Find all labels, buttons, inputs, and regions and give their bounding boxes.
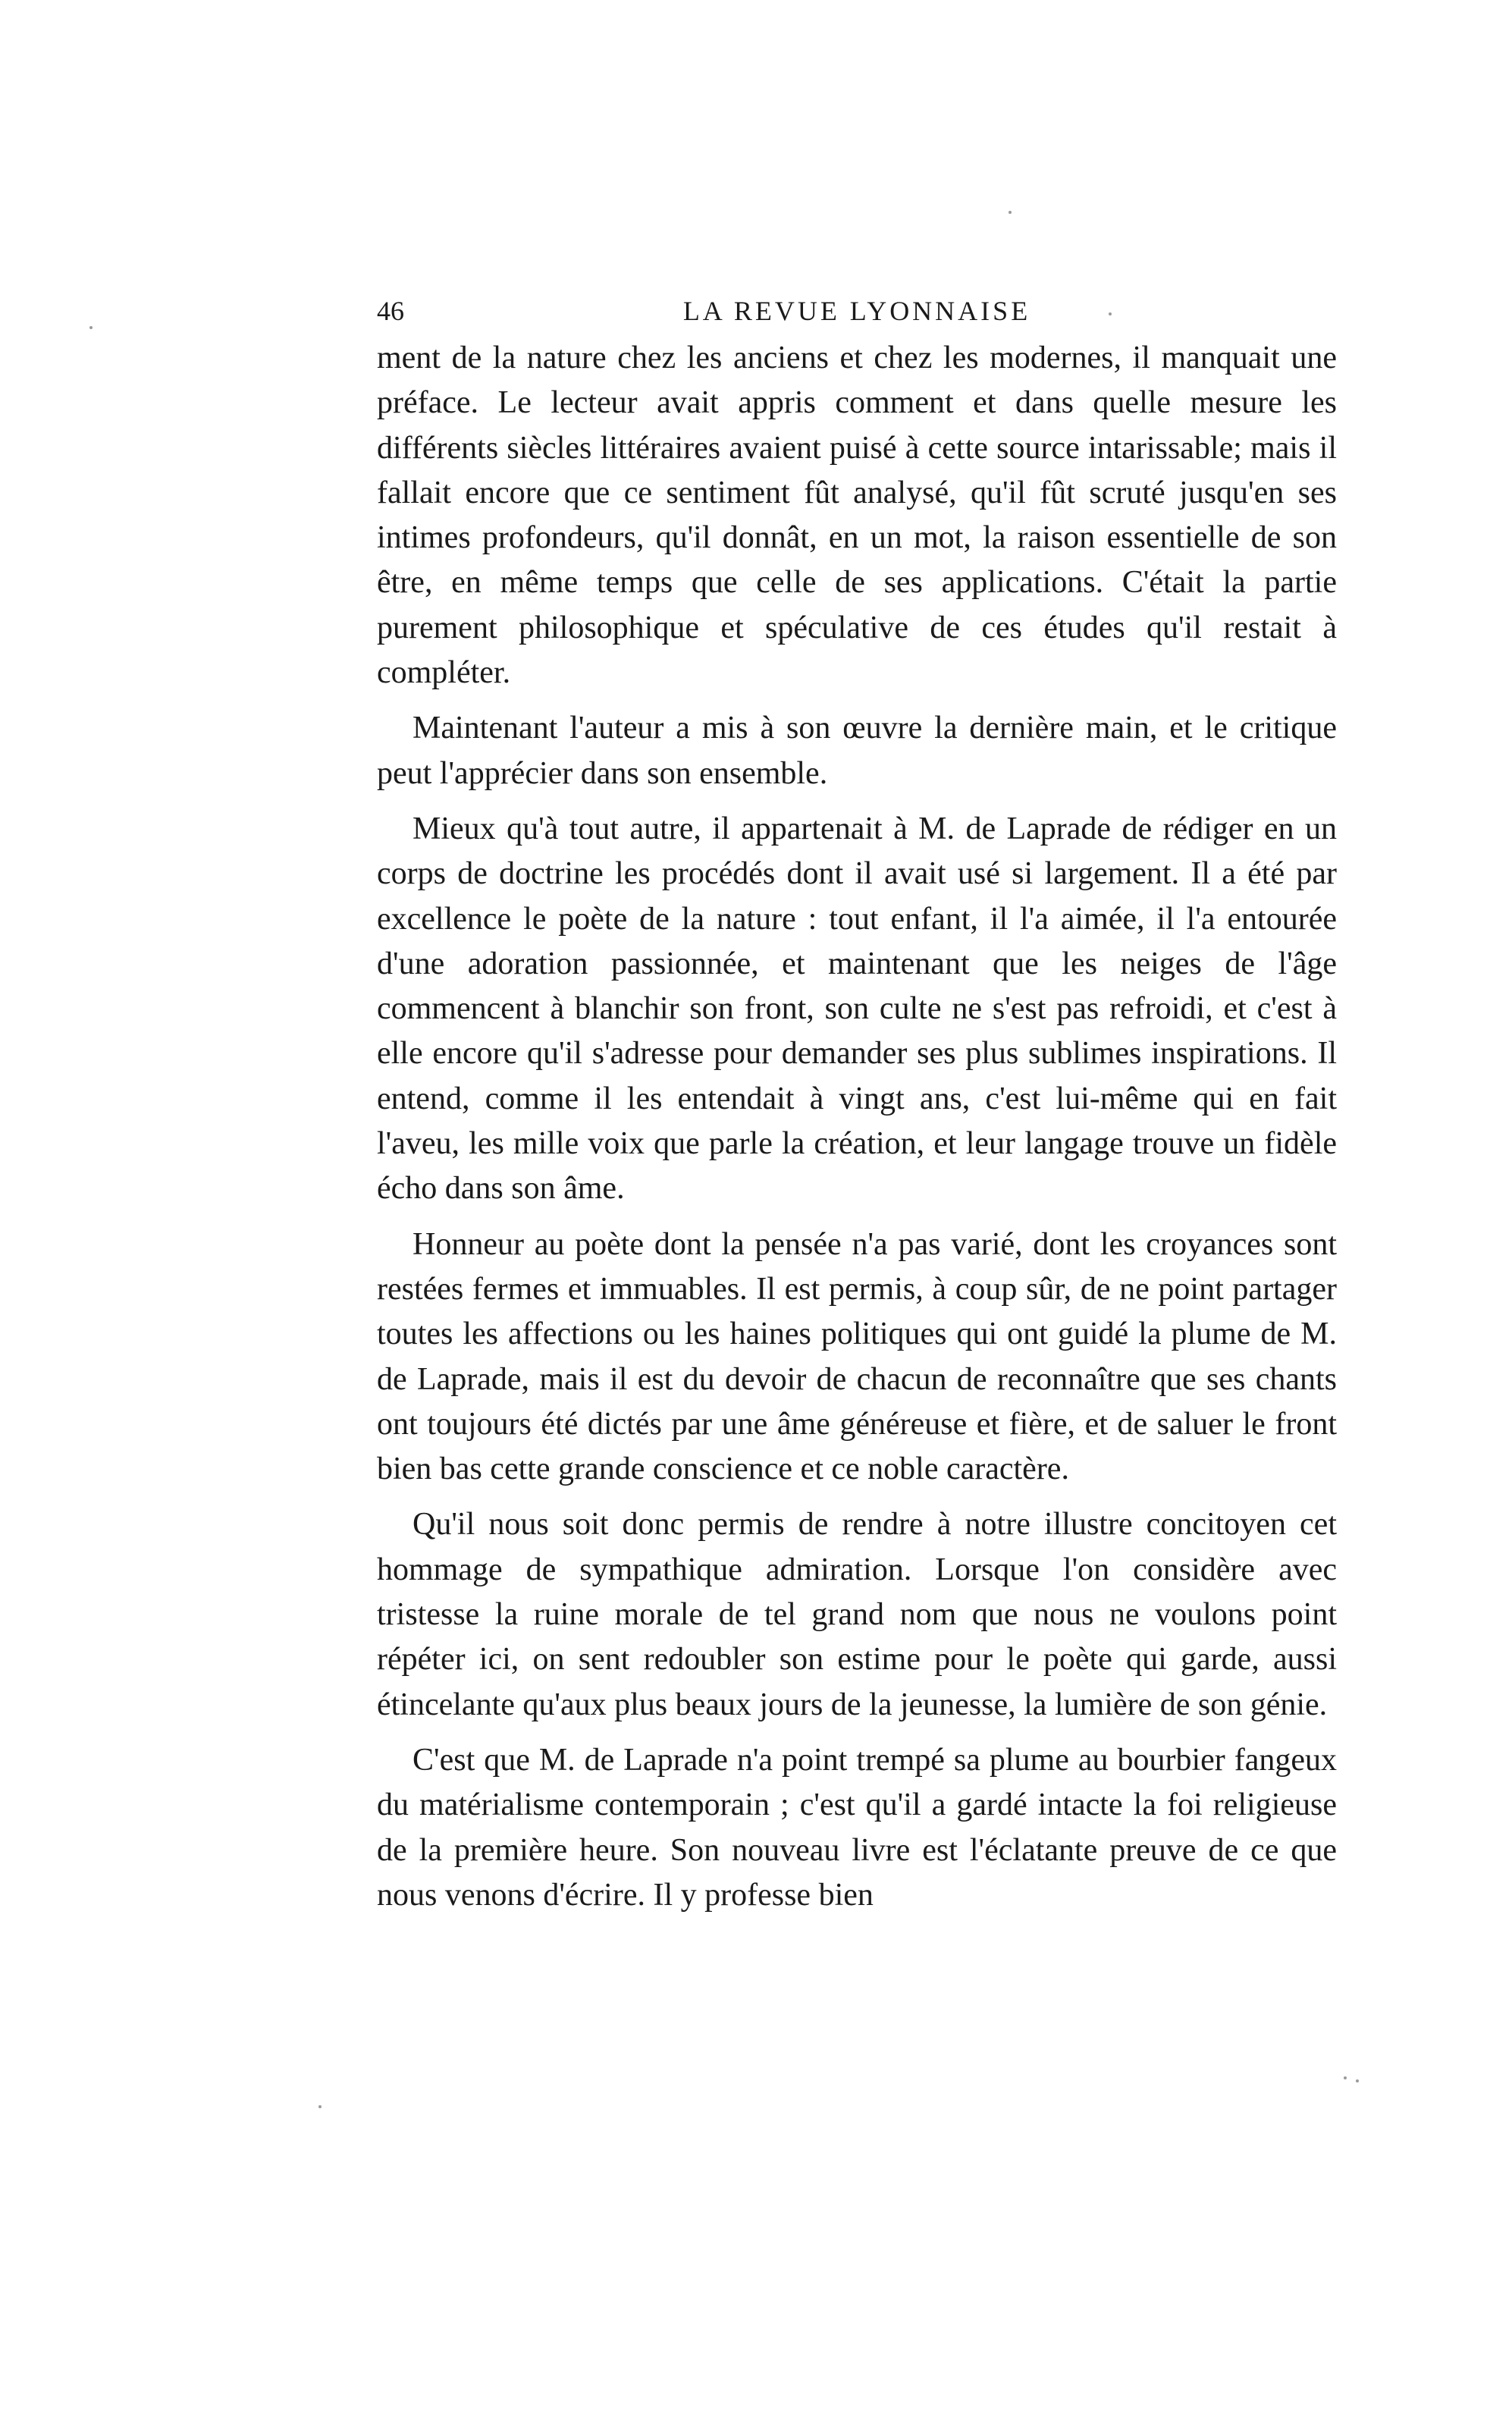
scan-speck	[318, 2105, 322, 2108]
scan-speck	[1344, 2076, 1347, 2079]
scan-speck	[1356, 2079, 1359, 2082]
paragraph: C'est que M. de Laprade n'a point trempé sa plume au bourbier fangeux du matérialisme contemporain ; c'est qu'il a gardé intacte la foi religieuse de la première heure. Son nouveau livre est l'éclatante preuve de ce que nous venons d'écrire. Il y professe bien	[377, 1742, 1337, 1913]
scan-speck	[1009, 211, 1012, 214]
body-text	[377, 336, 1337, 1929]
paragraph: Qu'il nous soit donc permis de rendre à notre illustre concitoyen cet hommage de sympathique admiration. Lorsque l'on considère avec tristesse la ruine morale de tel grand nom que nous ne voulons point répéter ici, on sent redoubler son estime pour le poète qui garde, aussi étincelante qu'aux plus beaux jours de la jeunesse, la lumière de son génie.	[377, 1507, 1337, 1722]
paragraph: Maintenant l'auteur a mis à son œuvre la dernière main, et le critique peut l'apprécier dans son ensemble.	[377, 711, 1337, 791]
paragraph: Mieux qu'à tout autre, il appartenait à M. de Laprade de rédiger en un corps de doctrine les procédés dont il avait usé si largement. Il a été par excellence le poète de la nature : tout enfant, il l'a aimée, il l'a entourée d'une adoration passionnée, et maintenant que les neiges de l'âge commencent à blanchir son front, son culte ne s'est pas refroidi, et c'est à elle encore qu'il s'adresse pour demander ses plus sublimes inspirations. Il entend, comme il les entendait à vingt ans, c'est lui-même qui en fait l'aveu, les mille voix que parle la création, et leur langage trouve un fidèle écho dans son âme.	[377, 811, 1337, 1207]
paragraph: ment de la nature chez les anciens et chez les modernes, il manquait une préface. Le lecteur avait appris comment et dans quelle mesure les différents siècles littéraires avaient puisé à cette source intarissable; mais il fallait encore que ce sentiment fût analysé, qu'il fût scruté jusqu'en ses intimes profondeurs, qu'il donnât, en un mot, la raison essentielle de son être, en même temps que celle de ses applications. C'était la partie purement philosophique et spéculative de ces études qu'il restait à compléter.	[377, 341, 1337, 691]
paragraph: Honneur au poète dont la pensée n'a pas varié, dont les croyances sont restées fermes et immuables. Il est permis, à coup sûr, de ne point partager toutes les affections ou les haines politiques qui ont guidé la plume de M. de Laprade, mais il est du devoir de chacun de reconnaître que ses chants ont toujours été dictés par une âme généreuse et fière, et de saluer le front bien bas cette grande conscience et ce noble caractère.	[377, 1226, 1337, 1487]
scan-speck	[1109, 312, 1112, 315]
running-title: LA REVUE LYONNAISE	[682, 296, 1031, 326]
page-number: 46	[377, 296, 404, 326]
scan-speck	[89, 326, 93, 329]
page-header	[377, 292, 1337, 330]
